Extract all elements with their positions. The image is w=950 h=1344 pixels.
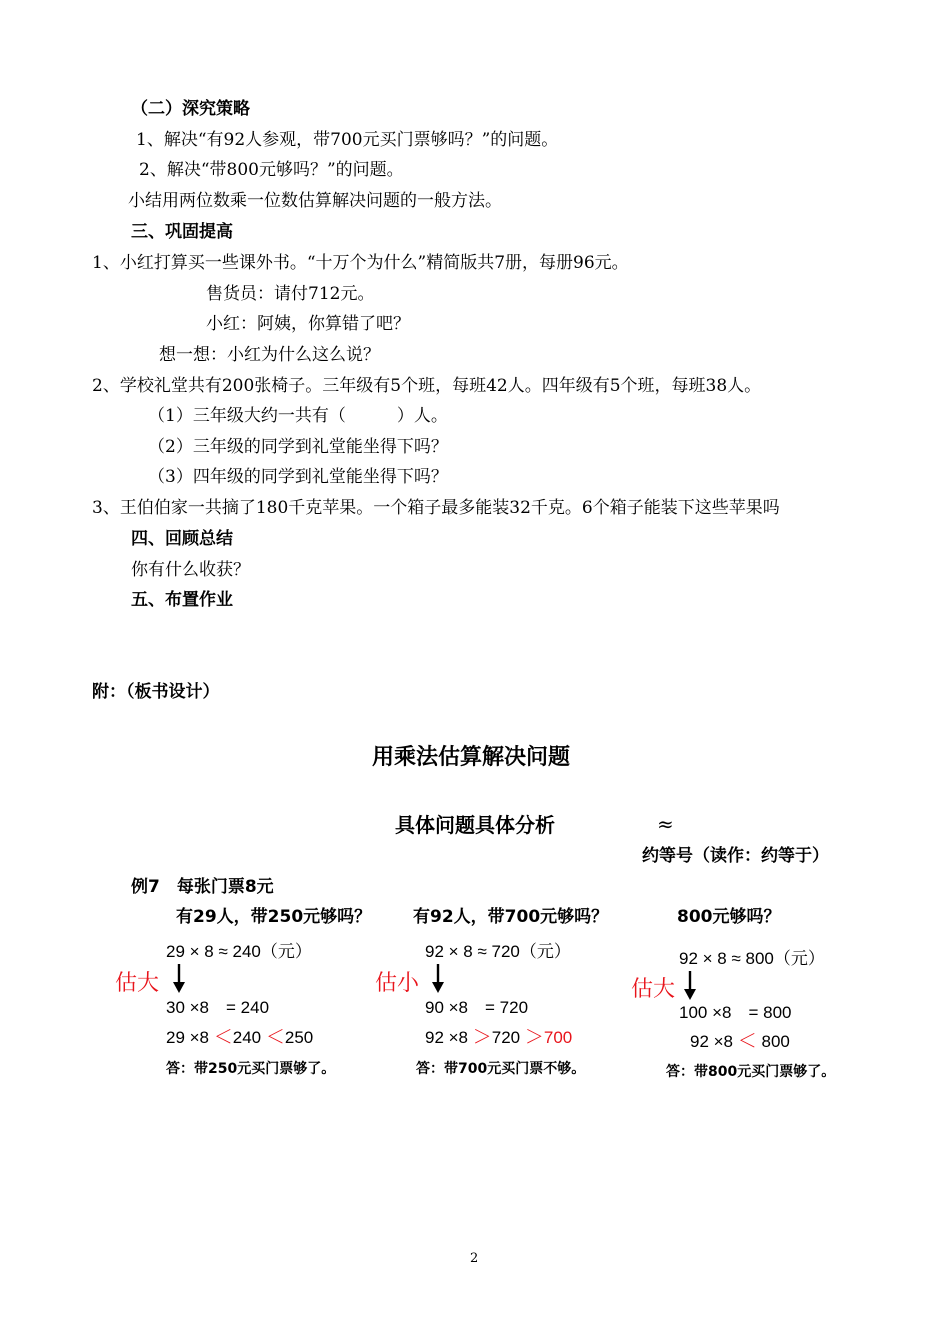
example-label: 例7 每张门票8元	[131, 877, 274, 897]
page-number: 2	[470, 1251, 479, 1266]
approx-note: 约等号（读作：约等于）	[642, 846, 829, 866]
col1-line3: 29 ×8 ＜240 ＜250	[166, 1027, 314, 1048]
exercise-2-c: （3）四年级的同学到礼堂能坐得下吗？	[148, 467, 448, 487]
down-arrow-icon	[172, 964, 186, 994]
col3-answer: 答：带800元买门票够了。	[666, 1064, 836, 1080]
section2-item1: 1、解决“有92人参观，带700元买门票够吗？”的问题。	[136, 130, 559, 150]
col3-line1: 92 × 8 ≈ 800（元）	[679, 949, 825, 968]
col3-question: 800元够吗？	[677, 907, 781, 927]
exercise-1-xiaohong: 小红：阿姨，你算错了吧？	[206, 314, 410, 334]
exercise-2-b: （2）三年级的同学到礼堂能坐得下吗？	[148, 437, 448, 457]
col3-line2: 100 ×8 = 800	[679, 1003, 792, 1022]
col3-estimate-tag: 估大	[631, 977, 676, 1002]
col3-line3: 92 ×8 ＜ 800	[690, 1031, 790, 1052]
col1-estimate-tag: 估大	[115, 971, 160, 996]
exercise-1-seller: 售货员：请付712元。	[206, 284, 375, 304]
down-arrow-icon	[683, 971, 697, 1001]
exercise-3: 3、王伯伯家一共摘了180千克苹果。一个箱子最多能装32千克。6个箱子能装下这些苹果吗	[92, 498, 780, 518]
section4-question: 你有什么收获？	[131, 560, 250, 580]
col1-line1: 29 × 8 ≈ 240（元）	[166, 942, 312, 961]
col2-estimate-tag: 估小	[375, 971, 420, 996]
section2-title: （二）深究策略	[131, 99, 250, 119]
section5-title: 五、布置作业	[131, 590, 233, 610]
board-title: 用乘法估算解决问题	[372, 745, 571, 770]
down-arrow-icon	[431, 964, 445, 994]
exercise-2: 2、学校礼堂共有200张椅子。三年级有5个班，每班42人。四年级有5个班，每班38人。	[92, 376, 762, 396]
col1-answer: 答：带250元买门票够了。	[166, 1061, 336, 1077]
col1-question: 有29人，带250元够吗？	[176, 907, 372, 927]
col2-line3: 92 ×8 ＞720 ＞700	[425, 1027, 573, 1048]
section3-title: 三、巩固提高	[131, 222, 233, 242]
col2-line2: 90 ×8 = 720	[425, 998, 529, 1017]
col2-answer: 答：带700元买门票不够。	[416, 1061, 586, 1077]
section2-summary: 小结用两位数乘一位数估算解决问题的一般方法。	[128, 191, 502, 211]
exercise-1: 1、小红打算买一些课外书。“十万个为什么”精简版共7册，每册96元。	[92, 253, 629, 273]
exercise-1-think: 想一想：小红为什么这么说？	[159, 345, 380, 365]
col2-question: 有92人，带700元够吗？	[413, 907, 609, 927]
board-subtitle: 具体问题具体分析	[395, 813, 555, 837]
section2-item2: 2、解决“带800元够吗？”的问题。	[139, 160, 404, 180]
section4-title: 四、回顾总结	[131, 529, 233, 549]
col2-line1: 92 × 8 ≈ 720（元）	[425, 942, 571, 961]
exercise-2-a: （1）三年级大约一共有（ ）人。	[148, 406, 448, 426]
appendix-label: 附：（板书设计）	[92, 682, 220, 702]
approx-symbol: ≈	[657, 812, 674, 836]
col1-line2: 30 ×8 = 240	[166, 998, 270, 1017]
